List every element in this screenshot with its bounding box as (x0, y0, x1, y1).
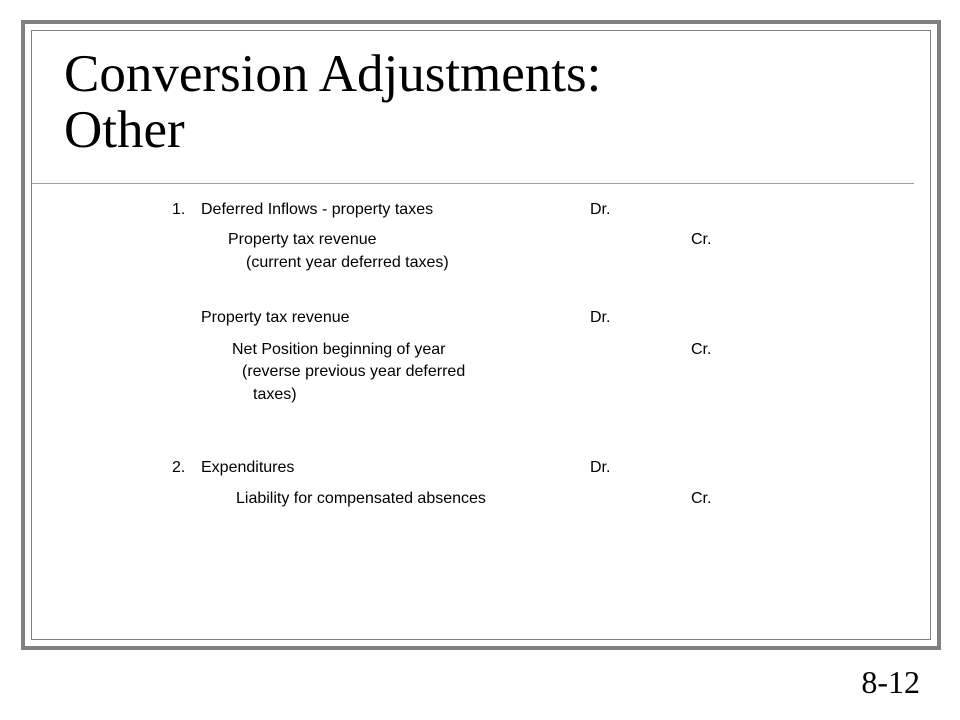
entry-1b-debit-label: Dr. (590, 309, 611, 326)
entry-1b-note-line2: taxes) (253, 386, 297, 403)
entry-2-credit-label: Cr. (691, 490, 712, 507)
entry-2-debit-account: Expenditures (201, 459, 295, 476)
entry-1-debit-label: Dr. (590, 201, 611, 218)
entry-2-credit-account: Liability for compensated absences (236, 490, 486, 507)
entry-1b-note-line1: (reverse previous year deferred (242, 363, 466, 380)
slide-title (64, 46, 601, 158)
entry-1-credit-account: Property tax revenue (228, 231, 377, 248)
entry-1b-credit-account: Net Position beginning of year (232, 341, 446, 358)
entry-1-number: 1. (172, 201, 186, 218)
title-divider (32, 183, 914, 184)
entry-1-note: (current year deferred taxes) (246, 254, 449, 271)
entry-1b-debit-account: Property tax revenue (201, 309, 350, 326)
entry-1-debit-account: Deferred Inflows - property taxes (201, 201, 434, 218)
slide-number: 8-12 (861, 664, 920, 700)
entry-2-debit-label: Dr. (590, 459, 611, 476)
slide-title-line1: Conversion Adjustments: (64, 45, 602, 103)
entry-2-number: 2. (172, 459, 186, 476)
entry-1-credit-label: Cr. (691, 231, 712, 248)
entry-1b-credit-label: Cr. (691, 341, 712, 358)
slide-title-line2: Other (64, 101, 185, 159)
